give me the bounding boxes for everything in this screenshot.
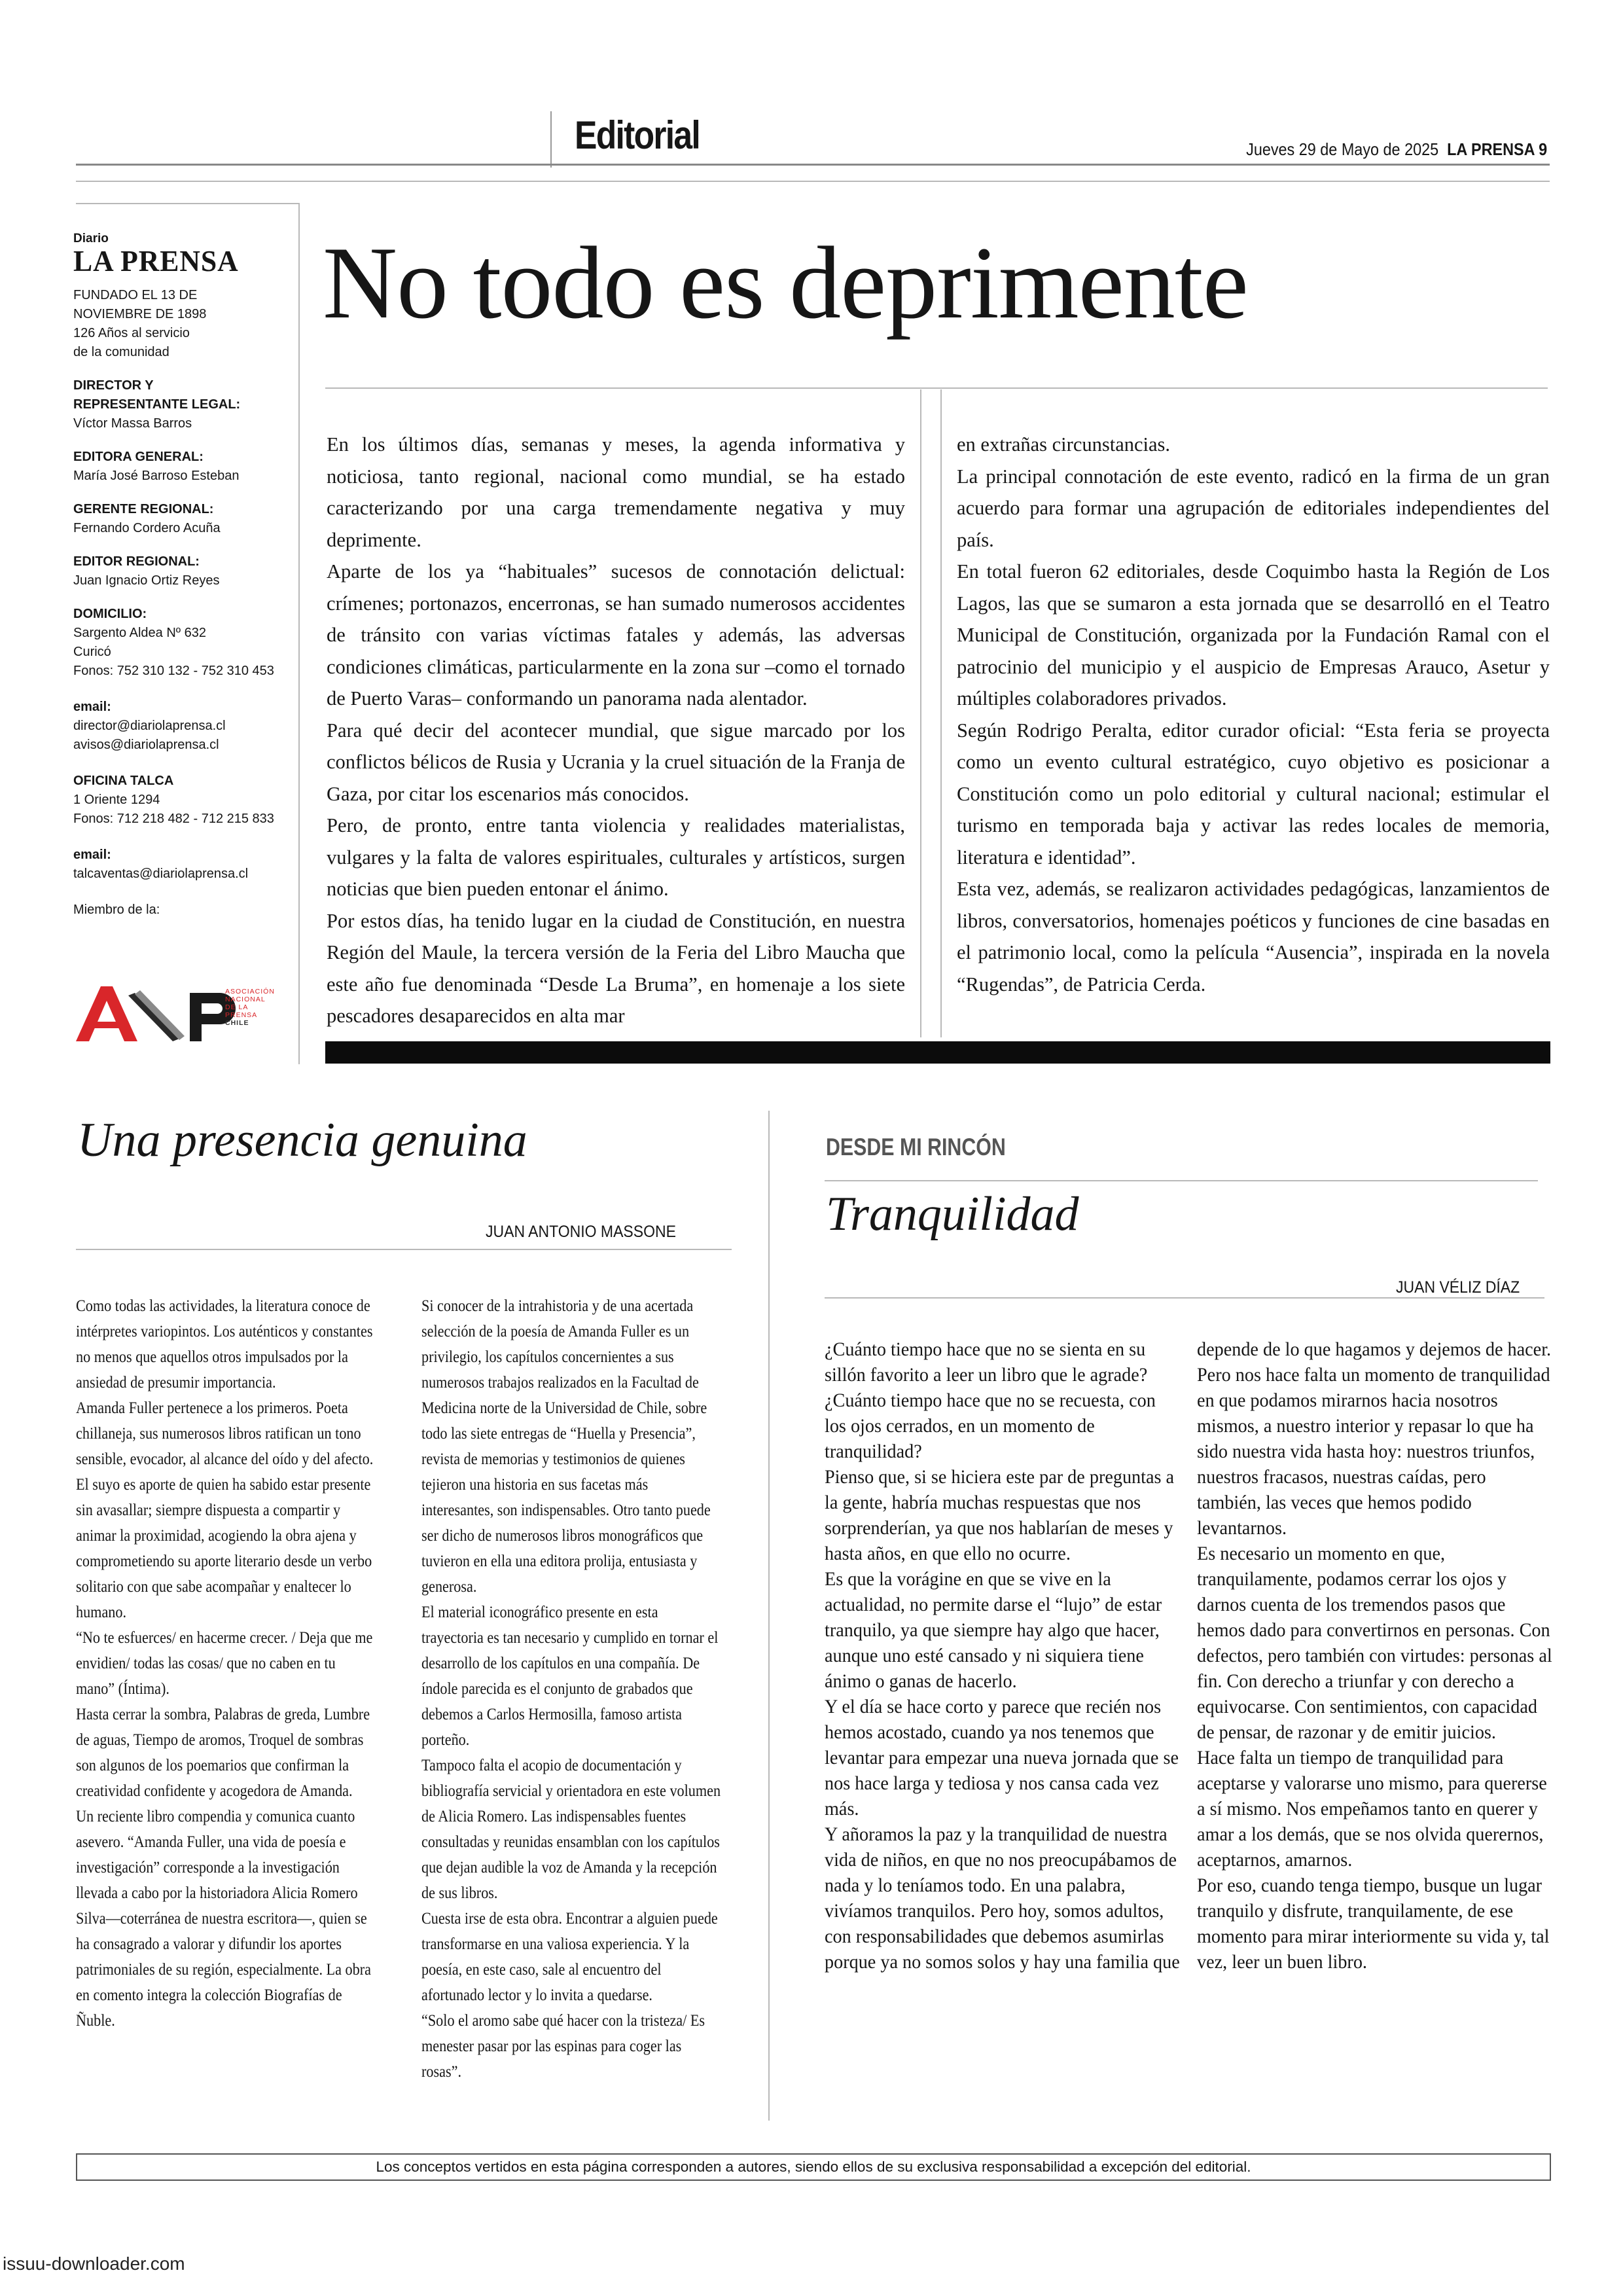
header-date-page — [1246, 139, 1547, 160]
article1-paragraph: Un reciente libro compendia y comunica cuanto asevero. “Amanda Fuller, una vida de poesía e investigación” corresponde a la investigación llevada a cabo por la historiadora Alicia Romero Silva—coterránea de nuestra escritora—, quien se ha consagrado a valorar y difundir los aportes patrimoniales de su región, especialmente. La obra en comento integra la colección Biografías de Ñuble. — [76, 1806, 371, 2030]
editorial-headline: No todo es deprimente — [323, 226, 1248, 340]
editor-regional-label: EDITOR REGIONAL: — [73, 554, 200, 569]
masthead-top-rule — [76, 203, 298, 204]
editor-regional-name: Juan Ignacio Ortiz Reyes — [73, 573, 220, 588]
anp-text: CHILE — [225, 1019, 249, 1027]
anp-text: NACIONAL — [225, 996, 266, 1003]
editorial-paragraph: En total fueron 62 editoriales, desde Coquimbo hasta la Región de Los Lagos, las que se sumaron a esta jornada que se desarrolló en el Teatro Municipal de Constitución, organizada por la Fundación Ramal con el patrocinio del municipio y el auspicio de Empresas Arauco, Asetur y múltiples colaboradores privados. — [957, 560, 1550, 709]
founded-line: FUNDADO EL 13 DE — [73, 288, 198, 302]
founded-line: 126 Años al servicio — [73, 326, 190, 340]
article1-paragraph: Si conocer de la intrahistoria y de una acertada selección de la poesía de Amanda Fuller es un privilegio, los capítulos concernientes a sus numerosos trabajos realizados en la Facultad de Medicina norte de la Universidad de Chile, sobre todo las siete entregas de “Huella y Presencia”, revista de memorias y testimonios de quienes tejieron una historia en sus facetas más interesantes, son indispensables. Otro tanto puede ser dicho de numerosos libros monográficos que tuvieron en ella una editora prolija, entusiasta y generosa. — [421, 1296, 711, 1596]
article2-paragraph: ¿Cuánto tiempo hace que no se sienta en su sillón favorito a leer un libro que le agrade? ¿Cuánto tiempo hace que no se recuesta, con los ojos cerrados, en un momento de tranquilidad? — [825, 1338, 1156, 1462]
founded-line: de la comunidad — [73, 345, 169, 359]
masthead-diario: Diario — [73, 232, 109, 245]
editorial-column-2 — [957, 429, 1550, 1000]
article2-rule — [825, 1297, 1544, 1299]
editorial-col-divider — [920, 389, 921, 1037]
column-kicker: DESDE MI RINCÓN — [826, 1134, 1006, 1160]
section-title: Editorial — [575, 113, 700, 157]
anp-text: DE LA PRENSA — [225, 1003, 258, 1019]
domicilio-line: Curicó — [73, 645, 111, 659]
editorial-paragraph: Para qué decir del acontecer mundial, que sigue marcado por los conflictos bélicos de Rusia y Ucrania y la cruel situación de la Franja de Gaza, por citar los escenarios más conocidos. — [327, 719, 905, 805]
editorial-paragraph: Según Rodrigo Peralta, editor curador oficial: “Esta feria se proyecta como un evento cultural estratégico, cuyo objetivo es posicionar a Constitución como un polo editorial y cultural nacional; estimular el turismo en temporada baja y activar las redes locales de memoria, literatura e identidad”. — [957, 719, 1550, 869]
article2-paragraph: Hace falta un tiempo de tranquilidad para aceptarse y valorarse uno mismo, para quererse a sí mismo. Nos empeñamos tanto en querer y amar a los demás, que se nos olvida querernos, aceptarnos, amarnos. — [1197, 1747, 1547, 1871]
director-name: Víctor Massa Barros — [73, 416, 192, 431]
editora-name: María José Barroso Esteban — [73, 469, 240, 483]
article2-paragraph: Es necesario un momento en que, tranquilamente, podamos cerrar los ojos y darnos cuenta de los tremendos pasos que hemos dado para convertirnos en personas. Con defectos, pero también con virtudes: personas al fin. Con derecho a triunfar y con derecho a equivocarse. Con sentimientos, con capacidad de pensar, de razonar y de emitir juicios. — [1197, 1543, 1552, 1743]
article2-paragraph: Y añoramos la paz y la tranquilidad de nuestra vida de niños, en que no nos preocupábamos de nada y lo teníamos todo. En una palabra, vivíamos tranquilos. Pero hoy, somos adultos, con responsabilidades que debemos asumirlas porque ya no somos solos y hay una familia que — [825, 1823, 1180, 1973]
domicilio-line: Fonos: 752 310 132 - 752 310 453 — [73, 664, 274, 678]
member-label: Miembro de la: — [73, 903, 160, 917]
email2-link[interactable]: talcaventas@diariolaprensa.cl — [73, 867, 249, 881]
masthead — [73, 232, 289, 920]
kicker-rule — [825, 1180, 1538, 1181]
article2-paragraph: Pero nos hace falta un momento de tranquilidad en que podamos mirarnos hacia nosotros mismos, a nuestro interior y repasar lo que ha sido nuestra vida hasta hoy: nuestros triunfos, nuestros fracasos, nuestras caídas, pero también, las veces que hemos podido levantarnos. — [1197, 1364, 1550, 1539]
talca-line: Fonos: 712 218 482 - 712 215 833 — [73, 812, 274, 826]
header-page: LA PRENSA 9 — [1447, 139, 1547, 159]
article1-paragraph: El material iconográfico presente en esta trayectoria es tan necesario y cumplido en tornar el desarrollo de los capítulos en una compañía. De índole parecida es el conjunto de grabados que debemos a Carlos Hermosilla, famoso artista porteño. — [421, 1602, 719, 1749]
article1-paragraph: Amanda Fuller pertenece a los primeros. Poeta chillaneja, sus numerosos libros ratifican un tono sensible, evocador, al alcance del oído y del afecto. El suyo es aporte de quien ha sabido estar presente sin avasallar; siempre dispuesta a compartir y animar la proximidad, acogiendo la obra ajena y comprometiendo su aporte literario desde un verbo solitario con que sabe acompañar y enaltecer lo humano. — [76, 1398, 374, 1621]
editorial-paragraph: La principal connotación de este evento, radicó en la firma de un gran acuerdo para formar una agrupación de editoriales independientes del país. — [957, 465, 1550, 551]
email2-label: email: — [73, 848, 111, 862]
article2-paragraph: Pienso que, si se hiciera este par de preguntas a la gente, habría muchas respuestas que nos sorprenderían, ya que nos hablarían de meses y hasta años, en que ello no ocurre. — [825, 1466, 1175, 1564]
email-label: email: — [73, 700, 111, 714]
article2-paragraph: depende de lo que hagamos y dejemos de hacer. — [1197, 1338, 1552, 1360]
editorial-paragraph: En los últimos días, semanas y meses, la agenda informativa y noticiosa, tanto regional, nacional como mundial, se ha estado caracterizando por una carga tremendamente negativa y muy deprimente. — [327, 433, 905, 551]
talca-line: 1 Oriente 1294 — [73, 793, 160, 807]
article2-paragraph: Por eso, cuando tenga tiempo, busque un lugar tranquilo y disfrute, tranquilamente, de ese momento para mirar interiormente su vida y, tal vez, leer un buen libro. — [1197, 1874, 1550, 1973]
director-label: DIRECTOR Y — [73, 378, 154, 393]
domicilio-line: Sargento Aldea Nº 632 — [73, 626, 207, 640]
article1-paragraph: Hasta cerrar la sombra, Palabras de greda, Lumbre de aguas, Tiempo de aromos, Troquel de sombras son algunos de los poemarios que confirman la creatividad confidente y acogedora de Amanda. — [76, 1704, 370, 1800]
article1-paragraph: Como todas las actividades, la literatura conoce de intérpretes variopintos. Los auténticos y constantes no menos que aquellos otros impulsados por la ansiedad de presumir importancia. — [76, 1296, 373, 1391]
header-rule — [76, 164, 1550, 166]
article-title-tranquilidad: Tranquilidad — [826, 1187, 1079, 1241]
article1-column-1 — [76, 1293, 376, 2033]
header-date: Jueves 29 de Mayo de 2025 — [1245, 139, 1438, 159]
article2-paragraph: Y el día se hace corto y parece que recién nos hemos acostado, cuando ya nos tenemos que levantar para empezar una nueva jornada que se nos hace larga y tediosa y nos cansa cada vez más. — [825, 1696, 1179, 1820]
director-label: REPRESENTANTE LEGAL: — [73, 397, 241, 412]
article1-paragraph: “No te esfuerces/ en hacerme crecer. / Deja que me envidien/ todas las cosas/ que no caben en tu mano” (Íntima). — [76, 1628, 373, 1698]
anp-text: ASOCIACIÓN — [225, 988, 275, 996]
masthead-divider — [298, 203, 300, 1064]
editorial-paragraph: Por estos días, ha tenido lugar en la ciudad de Constitución, en nuestra Región del Maule, la tercera versión de la Feria del Libro Maucha que este año fue denominada “Desde La Bruma”, en homenaje a los siete pescadores desaparecidos en alta mar — [327, 909, 905, 1027]
article1-paragraph: Tampoco falta el acopio de documentación y bibliografía servicial y orientadora en este volumen de Alicia Romero. Las indispensables fuentes consultadas y reunidas ensamblan con los capítulos que dejan audible la voz de Amanda y la recepción de sus libros. — [421, 1755, 721, 1902]
headline-rule — [325, 387, 1548, 389]
article1-column-2 — [421, 1293, 722, 2084]
editorial-paragraph: en extrañas circunstancias. — [957, 433, 1171, 456]
article1-paragraph: Cuesta irse de esta obra. Encontrar a alguien puede transformarse en una valiosa experiencia. Y la poesía, en este caso, sale al encuentro del afortunado lector y lo invita a quedarse. — [421, 1909, 718, 2004]
article1-paragraph: “Solo el aromo sabe qué hacer con la tristeza/ Es menester pasar por las espinas para coger las rosas”. — [421, 2011, 705, 2081]
article-title-presencia: Una presencia genuina — [77, 1113, 527, 1167]
founded-line: NOVIEMBRE DE 1898 — [73, 307, 207, 321]
talca-label: OFICINA TALCA — [73, 774, 174, 788]
article2-column-2 — [1197, 1336, 1552, 1975]
editorial-column-1 — [327, 429, 905, 1032]
email-link[interactable]: director@diariolaprensa.cl — [73, 719, 226, 733]
article2-paragraph: Es que la vorágine en que se vive en la actualidad, no permite darse el “lujo” de estar tranquilo, ya que siempre hay algo que hacer, aunque uno esté cansado y ni siquiera tiene ánimo o ganas de hacerlo. — [825, 1568, 1162, 1692]
article-author-veliz: JUAN VÉLIZ DÍAZ — [1396, 1278, 1520, 1297]
email-link[interactable]: avisos@diariolaprensa.cl — [73, 738, 219, 752]
article-author-massone: JUAN ANTONIO MASSONE — [486, 1223, 676, 1241]
article2-column-1 — [825, 1336, 1180, 1975]
editorial-paragraph: Aparte de los ya “habituales” sucesos de connotación delictual: crímenes; portonazos, encerronas, se han sumado numerosos accidentes de tránsito con varias víctimas fatales y además, las adversas condiciones climáticas, particularmente en la zona sur –como el tornado de Puerto Varas– conformando un panorama nada alentador. — [327, 560, 905, 709]
section-separator-bar — [325, 1041, 1550, 1064]
editorial-paragraph: Esta vez, además, se realizaron actividades pedagógicas, lanzamientos de libros, conversatorios, homenajes poéticos y funciones de cine basadas en el patrimonio local, como la película “Ausencia”, inspirada en la novela “Rugendas”, de Patricia Cerda. — [957, 878, 1550, 996]
editorial-col-divider-2 — [940, 389, 942, 1037]
gerente-label: GERENTE REGIONAL: — [73, 502, 214, 516]
gerente-name: Fernando Cordero Acuña — [73, 521, 221, 535]
domicilio-label: DOMICILIO: — [73, 607, 147, 621]
disclaimer-box: Los conceptos vertidos en esta página corresponden a autores, siendo ellos de su exclusiva responsabilidad a excepción del editorial. — [76, 2153, 1551, 2181]
editorial-paragraph: Pero, de pronto, entre tanta violencia y realidades materialistas, vulgares y la falta de valores espirituales, culturales y artísticos, surgen noticias que bien pueden entonar el ánimo. — [327, 814, 905, 900]
header-divider — [550, 111, 552, 168]
anp-logo — [75, 984, 277, 1044]
watermark-link[interactable]: issuu-downloader.com — [3, 2253, 185, 2274]
article-divider — [768, 1111, 770, 2121]
newspaper-logo: LA PRENSA — [73, 244, 239, 278]
editora-label: EDITORA GENERAL: — [73, 450, 204, 464]
article1-rule — [76, 1249, 732, 1250]
header-rule-2 — [76, 181, 1550, 182]
